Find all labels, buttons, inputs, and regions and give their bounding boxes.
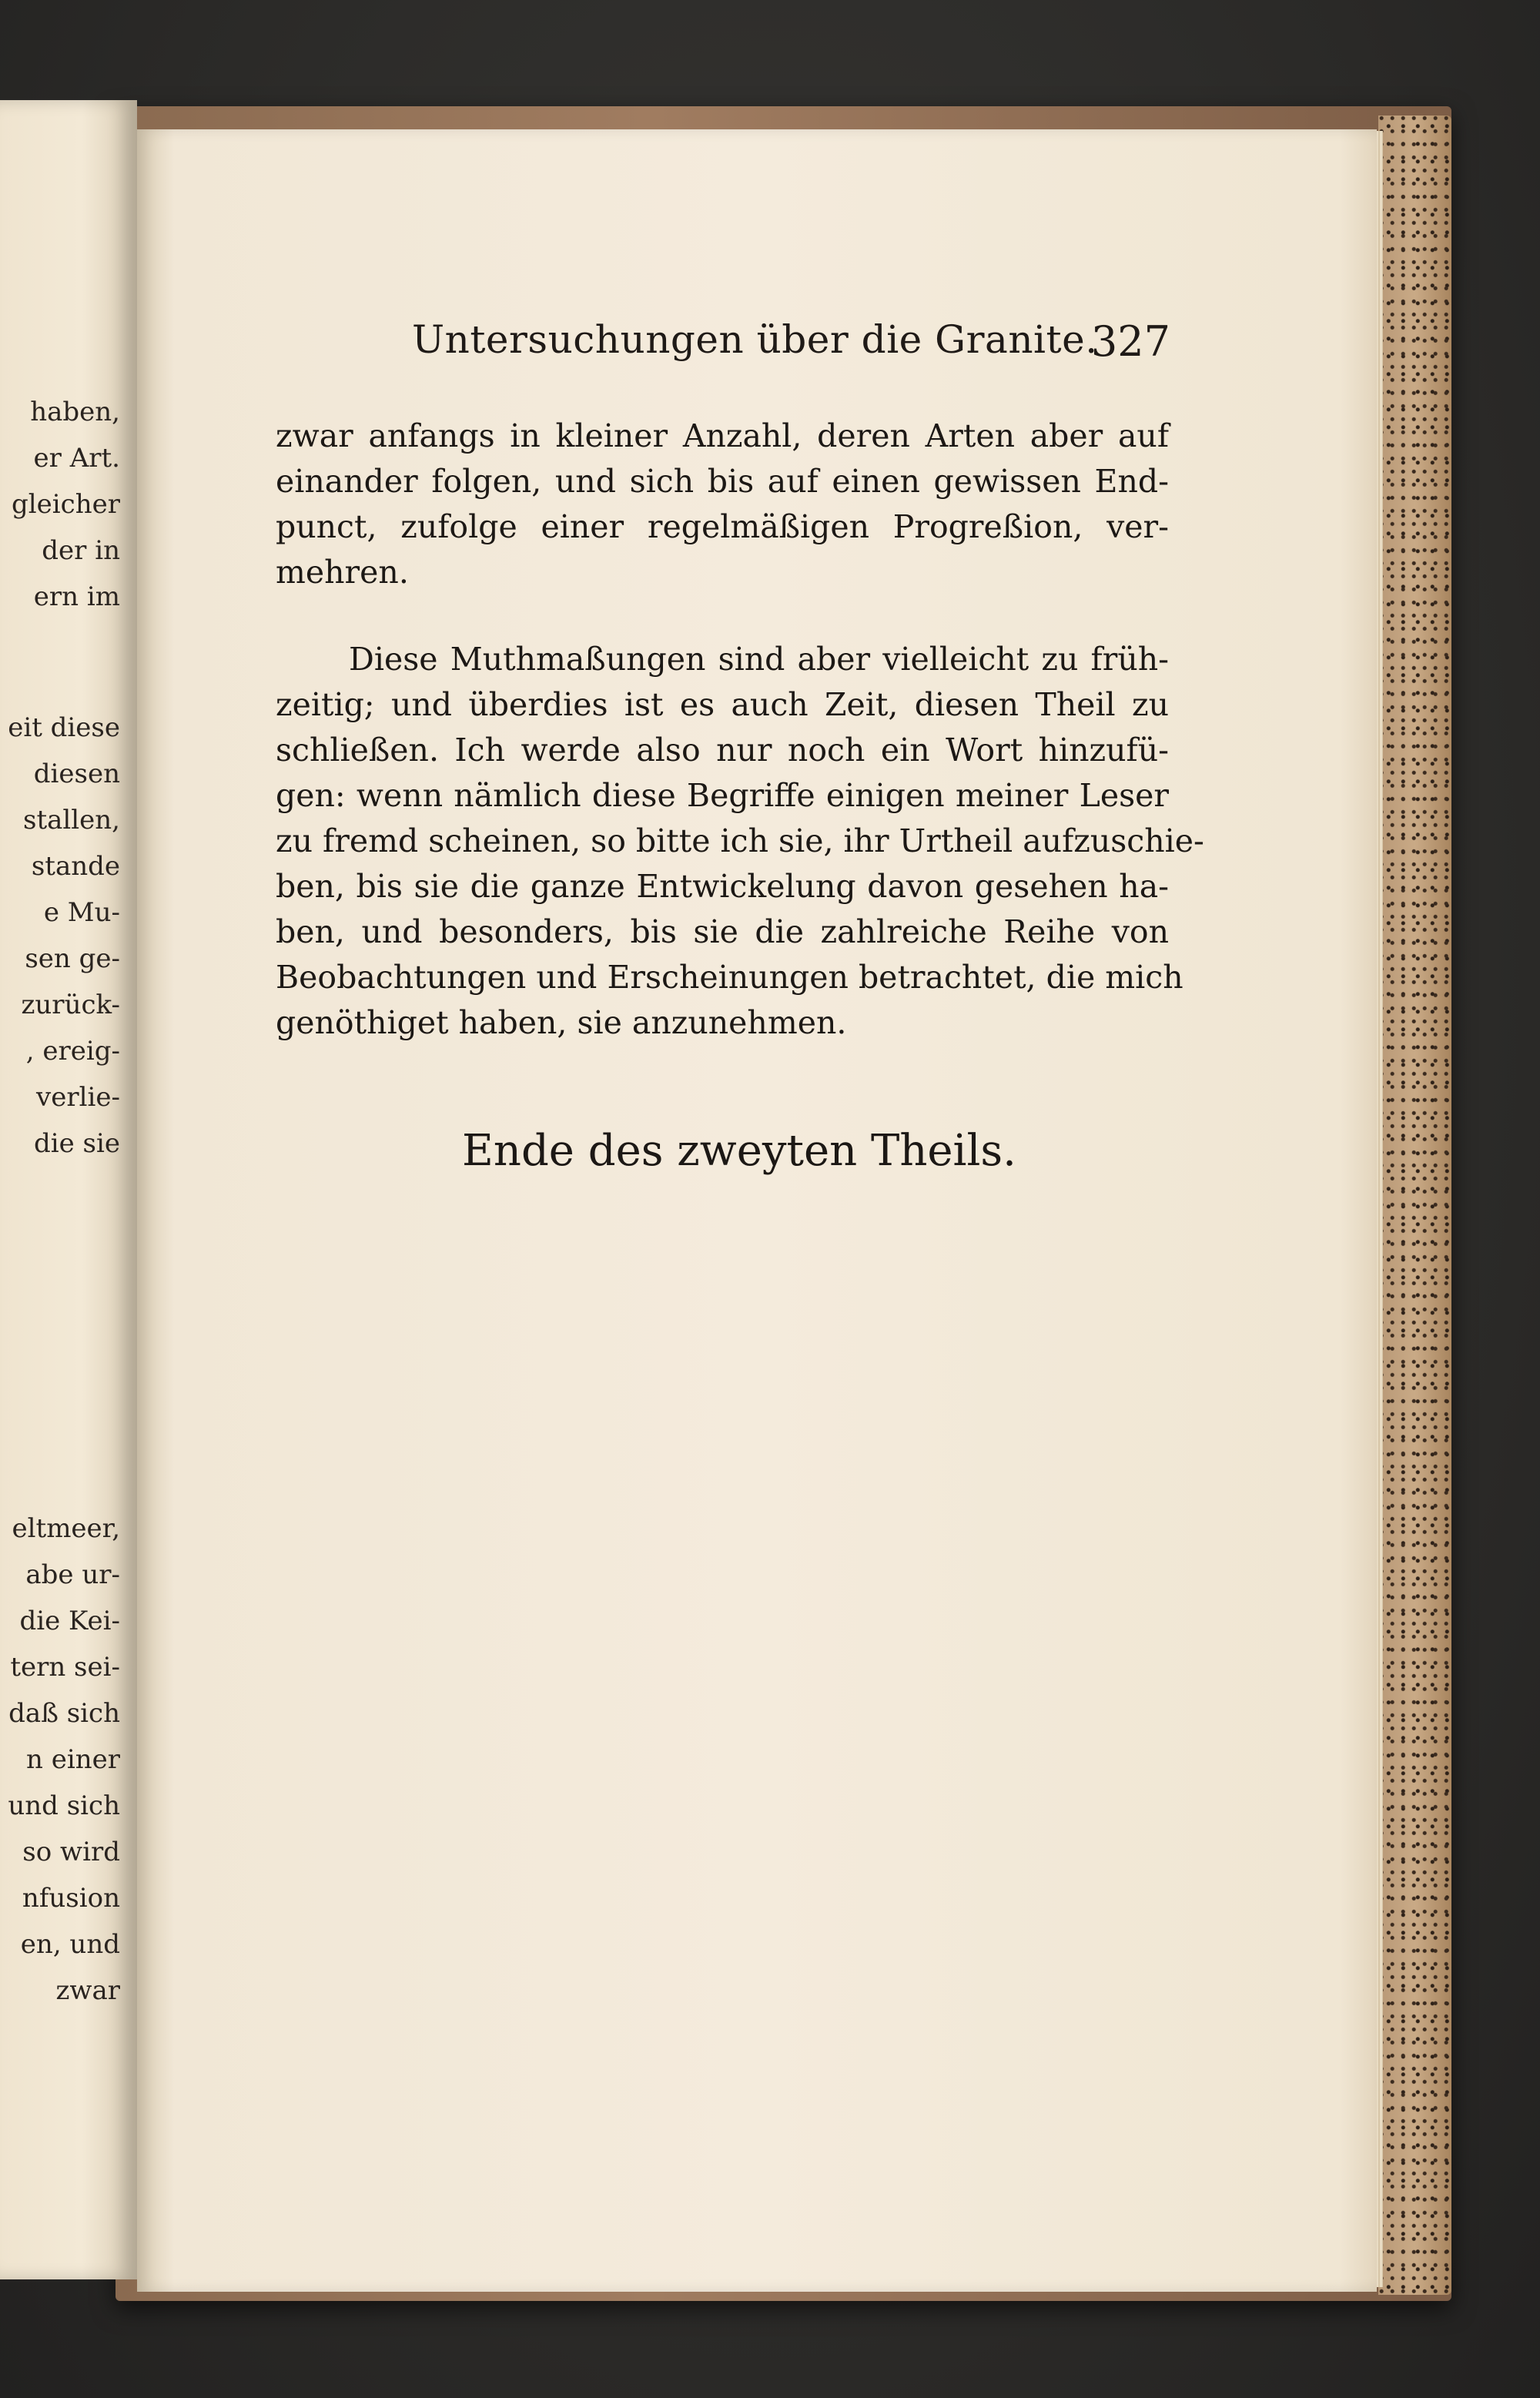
left-page-line: e Mu-	[43, 897, 120, 928]
left-page-line: so wird	[22, 1837, 120, 1867]
text-line: schließen. Ich werde also nur noch ein Wort hinzufü-	[276, 732, 1169, 769]
left-page-line: sen ge-	[25, 943, 120, 974]
left-page-line: eit diese	[8, 712, 120, 743]
left-page-line: tern sei-	[10, 1652, 120, 1683]
left-page-line: abe ur-	[25, 1559, 120, 1590]
left-page-line: diesen	[33, 759, 120, 789]
text-line: gen: wenn nämlich diese Begriffe einigen meiner Leser	[276, 777, 1169, 814]
text-line: ben, und besonders, bis sie die zahlreiche Reihe von	[276, 913, 1169, 950]
left-page-line: nfusion	[22, 1883, 120, 1914]
text-line: genöthiget haben, sie anzunehmen.	[276, 1004, 847, 1041]
left-page-line: gleicher	[12, 489, 120, 520]
left-page-line: eltmeer,	[12, 1513, 120, 1544]
page-number: 327	[1090, 317, 1170, 366]
left-page-line: n einer	[26, 1744, 120, 1775]
running-title: Untersuchungen über die Granite.	[412, 317, 1098, 362]
text-line: ben, bis sie die ganze Entwickelung davon gesehen ha-	[276, 868, 1169, 905]
text-line: punct, zufolge einer regelmäßigen Progreßion, ver-	[276, 508, 1169, 545]
left-page-line: er Art.	[33, 443, 120, 474]
left-page-line: en, und	[20, 1929, 120, 1960]
left-page-line: zwar	[55, 1975, 120, 2006]
left-page-line: der in	[42, 535, 120, 566]
left-page-line: verlie-	[36, 1082, 120, 1113]
left-page-line: stande	[31, 851, 120, 882]
left-page-line: , ereig-	[25, 1036, 120, 1067]
text-line: mehren.	[276, 554, 409, 591]
closing-line: Ende des zweyten Theils.	[462, 1126, 1016, 1176]
left-page-line: zurück-	[21, 990, 120, 1020]
text-line: Diese Muthmaßungen sind aber vielleicht zu früh-	[349, 641, 1169, 678]
left-page-line: haben,	[30, 397, 120, 427]
left-page-line: die Kei-	[19, 1606, 120, 1636]
text-line: zu fremd scheinen, so bitte ich sie, ihr Urtheil aufzuschie-	[276, 822, 1204, 859]
running-head	[273, 317, 1178, 379]
paragraph	[276, 637, 1204, 1046]
text-line: zwar anfangs in kleiner Anzahl, deren Arten aber auf	[276, 417, 1169, 454]
left-page-line: die sie	[33, 1128, 120, 1159]
left-page-line: daß sich	[8, 1698, 120, 1729]
left-facing-page	[0, 100, 137, 2279]
text-line: zeitig; und überdies ist es auch Zeit, diesen Theil zu	[276, 686, 1169, 723]
book-cover-edge	[1378, 116, 1451, 2295]
text-line: Beobachtungen und Erscheinungen betrachtet, die mich	[276, 959, 1183, 996]
left-page-line: stallen,	[23, 805, 120, 836]
left-page-line: ern im	[33, 581, 120, 612]
paragraph	[276, 414, 1169, 595]
text-line: einander folgen, und sich bis auf einen gewissen End-	[276, 463, 1169, 500]
left-page-line: und sich	[8, 1790, 120, 1821]
